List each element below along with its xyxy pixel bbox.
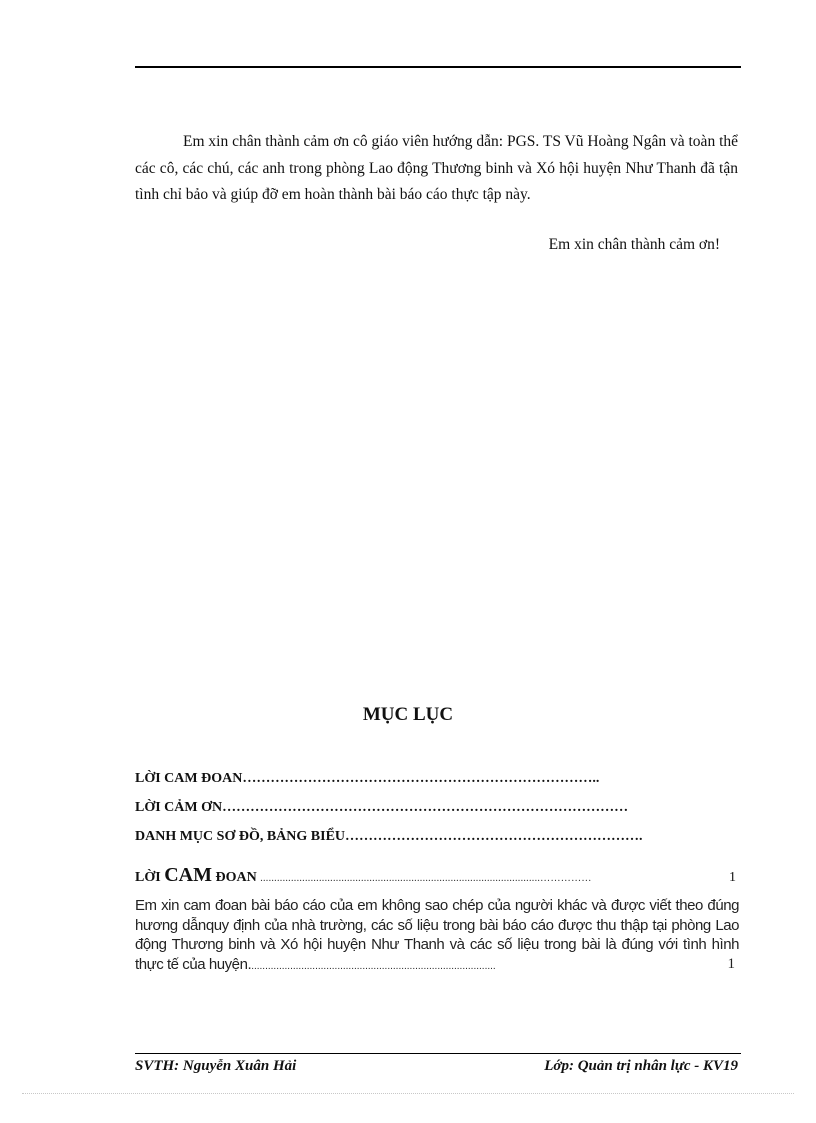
toc-title: MỤC LỤC xyxy=(362,704,454,725)
footer-class: Lớp: Quản trị nhân lực - KV19 xyxy=(544,1058,738,1074)
acknowledgement-closing: Em xin chân thành cảm ơn! xyxy=(548,236,720,253)
toc-entry-heading[interactable] xyxy=(135,864,741,887)
footer-rule xyxy=(135,1053,741,1054)
toc-list xyxy=(135,764,741,851)
entry-head-big: CAM xyxy=(164,864,212,886)
entry-head-suffix: ĐOAN xyxy=(215,870,257,885)
entry-head-prefix: LỜI xyxy=(135,870,161,885)
toc-entry-text[interactable] xyxy=(135,896,739,976)
page-edge xyxy=(22,1093,794,1094)
entry-text-dots: ........................................................................................ xyxy=(251,960,496,972)
toc-item-loi-cam-on[interactable]: LỜI CẢM ƠN…………………………………………………………………………… xyxy=(135,800,629,815)
entry-page-number: 1 xyxy=(729,870,736,885)
entry-leader-dots: ....................................................................................................…………… xyxy=(260,873,592,884)
entry-text-body: Em xin cam đoan bài báo cáo của em không sao chép của người khác và được viết theo đúng hương dẫnquy định của nhà trường, các số liệu trong bài báo cáo được thu thập tại phòng Lao động Thương binh và Xó hội huyện Như Thanh và các số liệu trong bài là đúng với tình hình thực tế của huyện. xyxy=(135,897,739,973)
footer-student: SVTH: Nguyễn Xuân Hải xyxy=(135,1058,297,1074)
page-footer xyxy=(135,1058,741,1075)
toc-item-loi-cam-doan[interactable]: LỜI CAM ĐOAN………………………………………………………………….. xyxy=(135,771,600,786)
toc-item-danh-muc[interactable]: DANH MỤC SƠ ĐỒ, BẢNG BIỂU………………………………………………………. xyxy=(135,829,643,844)
header-rule xyxy=(135,66,741,68)
entry-text-page-number: 1 xyxy=(727,955,735,972)
acknowledgement-paragraph: Em xin chân thành cảm ơn cô giáo viên hướng dẫn: PGS. TS Vũ Hoàng Ngân và toàn thể các cô, các chú, các anh trong phòng Lao động Thương binh và Xó hội huyện Như Thanh đã tận tình chỉ bảo và giúp đỡ em hoàn thành bài báo cáo thực tập này. xyxy=(135,133,739,203)
